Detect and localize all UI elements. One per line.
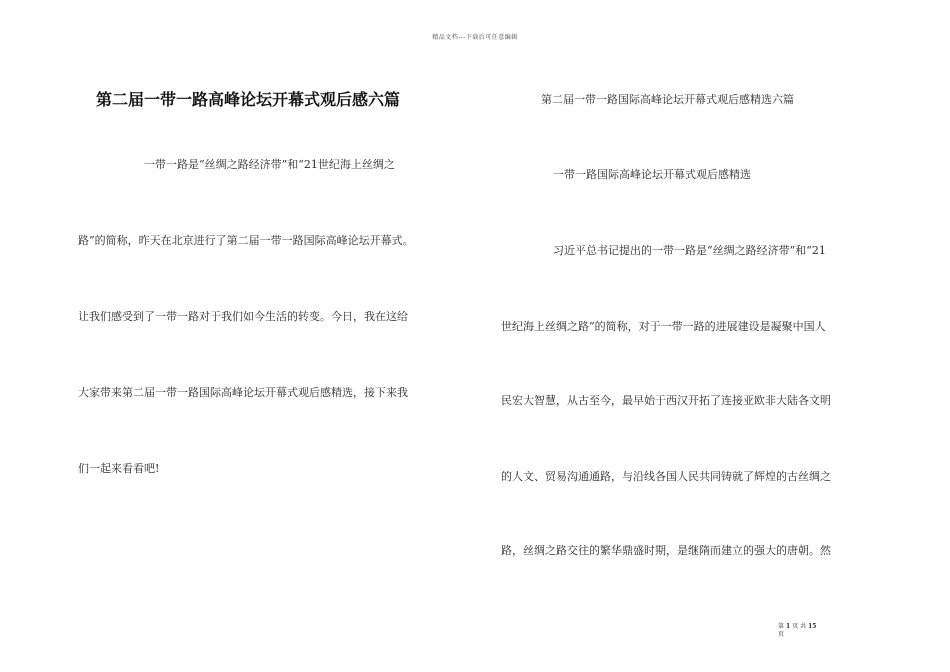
right-line-5: 路，丝绸之路交往的繁华鼎盛时期，是继隋而建立的强大的唐朝。然 — [501, 544, 831, 557]
right-subtitle: 一带一路国际高峰论坛开幕式观后感精选 — [553, 168, 751, 181]
left-line-2: 路”的简称，昨天在北京进行了第二届一带一路国际高峰论坛开幕式。 — [78, 234, 414, 247]
page-suffix: 页 — [778, 631, 785, 638]
page-mid: 页 共 — [792, 623, 807, 630]
right-title: 第二届一带一路国际高峰论坛开幕式观后感精选六篇 — [541, 93, 794, 106]
left-title: 第二届一带一路高峰论坛开幕式观后感六篇 — [96, 90, 401, 109]
page-prefix: 第 — [778, 623, 785, 630]
page-counter — [778, 623, 818, 639]
page-total: 15 — [808, 623, 817, 630]
right-line-1: 习近平总书记提出的一带一路是“丝绸之路经济带”和“21 — [553, 244, 826, 257]
left-line-4: 大家带来第二届一带一路国际高峰论坛开幕式观后感精选，接下来我 — [78, 386, 408, 399]
left-line-5: 们一起来看看吧! — [78, 462, 160, 475]
left-line-3: 让我们感受到了一带一路对于我们如今生活的转变。今日，我在这给 — [78, 310, 408, 323]
left-line-1: 一带一路是“丝绸之路经济带”和“21世纪海上丝绸之 — [144, 158, 395, 171]
right-line-4: 的人文、贸易沟通通路，与沿线各国人民共同铸就了辉煌的古丝绸之 — [501, 470, 831, 483]
right-line-3: 民宏大智慧，从古至今，最早始于西汉开拓了连接亚欧非大陆各文明 — [501, 394, 831, 407]
right-line-2: 世纪海上丝绸之路”的简称，对于一带一路的进展建设是凝聚中国人 — [501, 320, 826, 333]
page-number: 1 — [786, 623, 791, 630]
page-header: 精品文档---下载后可任意编辑 — [432, 34, 518, 41]
